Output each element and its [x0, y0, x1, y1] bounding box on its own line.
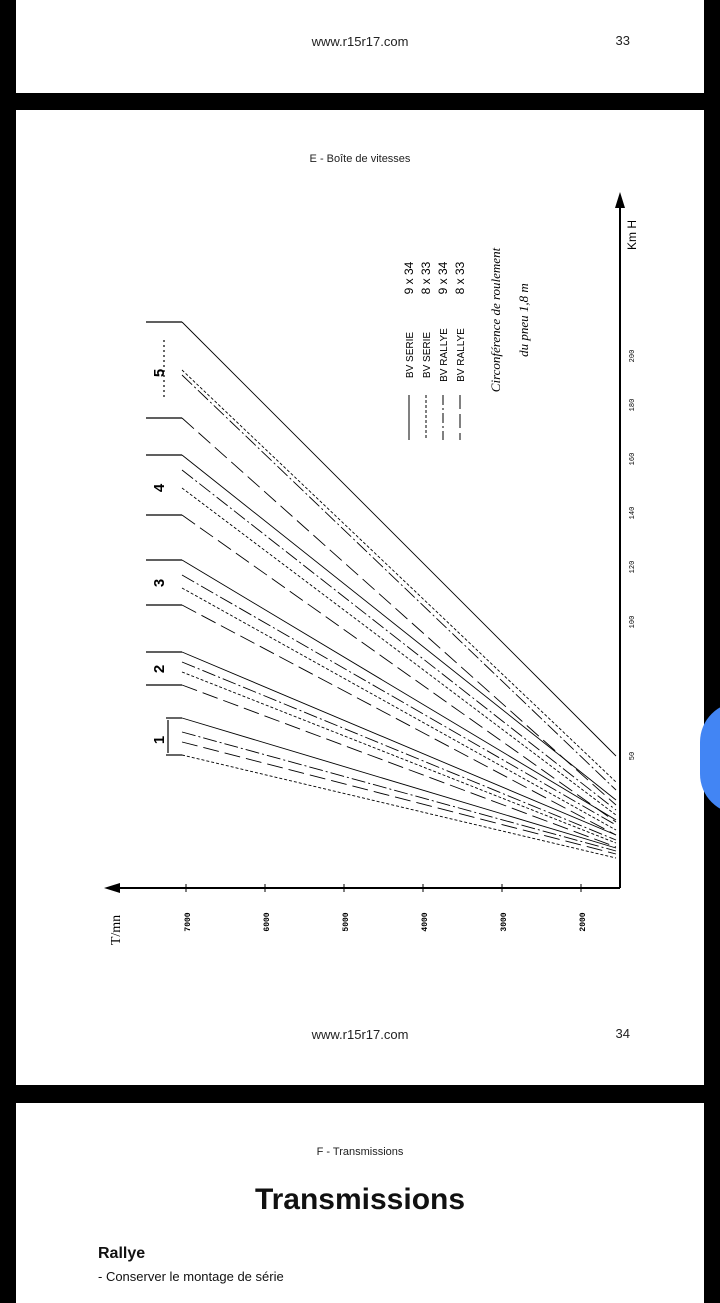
gear-speed-diagram: [16, 110, 704, 1085]
gear-label: 4: [151, 483, 168, 493]
page-35: [16, 1103, 704, 1303]
page-number: 34: [615, 1026, 630, 1041]
rpm-tick: 7000: [184, 912, 193, 932]
rpm-tick: 2000: [579, 912, 588, 932]
legend-name: BV SERIE: [405, 331, 416, 379]
gear-lines: [182, 322, 616, 858]
gear-brackets: [146, 322, 182, 755]
legend-name: BV SERIE: [422, 331, 433, 379]
speed-axis-label: Km H: [625, 220, 639, 250]
page-footer-site: www.r15r17.com: [311, 34, 409, 49]
page-title: Transmissions: [254, 1183, 466, 1216]
rpm-tick: 5000: [342, 912, 351, 932]
legend-ratio: 8 x 33: [419, 261, 433, 295]
speed-tick: 180: [629, 398, 637, 412]
rpm-tick: 3000: [500, 912, 509, 932]
page-footer-site: www.r15r17.com: [311, 1027, 409, 1042]
legend-ratio: 8 x 33: [453, 261, 467, 295]
section-title: E - Boîte de vitesses: [309, 153, 411, 165]
rpm-tick: 6000: [263, 912, 272, 932]
speed-tick: 120: [629, 560, 637, 574]
legend-name: BV RALLYE: [439, 328, 450, 382]
page-number: 33: [615, 33, 630, 48]
section-title: F - Transmissions: [316, 1146, 404, 1158]
bullet-item: - Conserver le montage de série: [98, 1269, 284, 1284]
page-34: [16, 110, 704, 1085]
speed-tick: 50: [629, 751, 637, 761]
gear-label: 3: [151, 578, 168, 588]
page-33: [16, 0, 704, 93]
diagram-note: Circonférence de roulement: [488, 247, 503, 393]
legend-ratio: 9 x 34: [436, 261, 450, 295]
rpm-axis-label: T/mn: [109, 914, 124, 946]
subsection-title: Rallye: [98, 1245, 146, 1262]
rpm-axis-arrow: [104, 883, 120, 893]
speed-tick: 100: [629, 615, 637, 629]
rpm-tick: 4000: [421, 912, 430, 932]
legend-ratio: 9 x 34: [402, 261, 416, 295]
gear-label: 2: [151, 664, 168, 674]
speed-axis-arrow: [615, 192, 625, 208]
speed-tick: 140: [629, 506, 637, 520]
speed-tick: 160: [629, 452, 637, 466]
gear-label: 1: [151, 735, 168, 745]
speed-tick: 200: [629, 349, 637, 363]
legend-swatches: [409, 395, 460, 440]
diagram-note: du pneu 1,8 m: [516, 283, 531, 357]
gear-label: 5: [151, 368, 168, 378]
legend-name: BV RALLYE: [456, 328, 467, 382]
